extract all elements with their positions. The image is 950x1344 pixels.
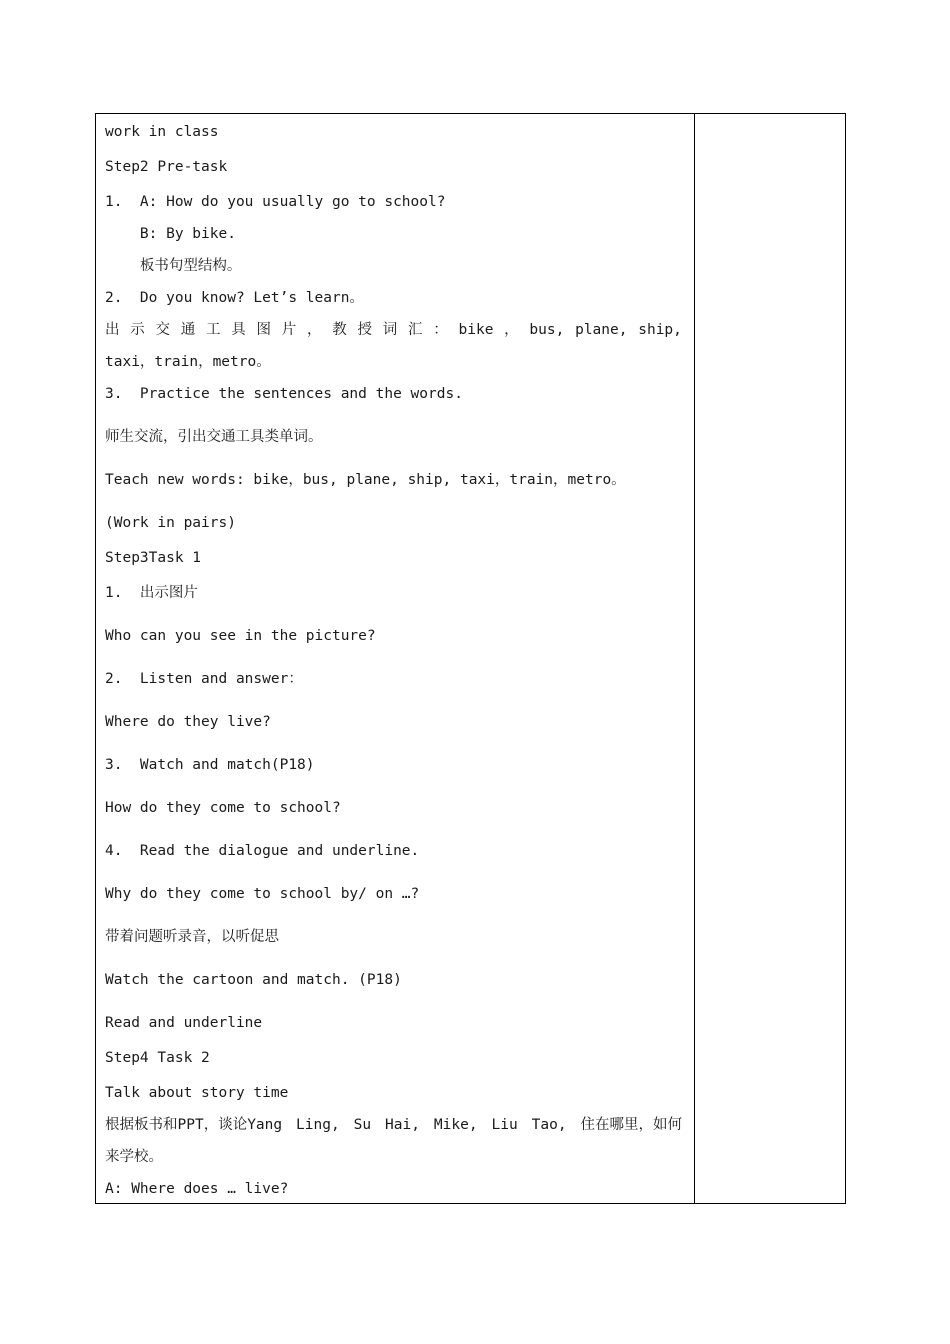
text-token: Liu xyxy=(491,1117,518,1133)
text-token: 工 xyxy=(206,322,221,338)
text-line-11: Teach new words: bike，bus, plane, ship, taxi，train，metro。 xyxy=(105,472,626,488)
text-line-28: 来学校。 xyxy=(105,1149,163,1165)
text-line-4: B: By bike. xyxy=(105,226,236,242)
text-line-23: Watch the cartoon and match. (P18) xyxy=(105,972,402,988)
text-line-29: A: Where does … live? xyxy=(105,1181,289,1197)
text-line-1: work in class xyxy=(105,124,219,140)
text-line-26: Talk about story time xyxy=(105,1085,289,1101)
text-token: Mike, xyxy=(433,1117,478,1133)
text-line-15: Who can you see in the picture? xyxy=(105,628,376,644)
text-token: ， xyxy=(307,322,322,338)
text-line-8: taxi，train，metro。 xyxy=(105,354,271,370)
text-line-5: 板书句型结构。 xyxy=(105,258,242,274)
text-line-12: (Work in pairs) xyxy=(105,515,236,531)
text-token: 通 xyxy=(180,322,196,338)
text-line-6: 2. Do you know? Let’s learn。 xyxy=(105,290,364,306)
text-token: 教 xyxy=(332,322,347,338)
text-line-13: Step3Task 1 xyxy=(105,550,202,566)
text-token: bus, xyxy=(529,322,565,338)
text-line-19: How do they come to school? xyxy=(105,800,341,816)
lesson-plan-table xyxy=(95,113,846,1204)
text-line-10: 师生交流，引出交通工具类单词。 xyxy=(105,429,323,445)
text-token: bike xyxy=(458,322,494,338)
text-token: 汇 xyxy=(408,322,423,338)
text-line-20: 4. Read the dialogue and underline. xyxy=(105,843,420,859)
text-line-22: 带着问题听录音，以听促思 xyxy=(105,929,279,945)
text-line-18: 3. Watch and match(P18) xyxy=(105,757,315,773)
text-token: 片 xyxy=(281,322,297,338)
text-line-3: 1. A: How do you usually go to school? xyxy=(105,194,446,210)
text-token: 住在哪里，如何 xyxy=(580,1117,682,1133)
text-line-21: Why do they come to school by/ on …? xyxy=(105,886,420,902)
text-token: Ling, xyxy=(296,1117,340,1133)
column-divider xyxy=(694,114,695,1203)
text-token: ship, xyxy=(638,322,682,338)
text-line-25: Step4 Task 2 xyxy=(105,1050,210,1066)
text-line-24: Read and underline xyxy=(105,1015,263,1031)
text-line-27 xyxy=(105,1115,682,1135)
text-line-7 xyxy=(105,320,682,340)
text-line-17: Where do they live? xyxy=(105,714,271,730)
text-token: 出 xyxy=(105,322,120,338)
text-line-2: Step2 Pre-task xyxy=(105,159,228,175)
text-line-16: 2. Listen and answer： xyxy=(105,671,303,687)
text-token: 授 xyxy=(357,322,372,338)
text-token: Hai, xyxy=(385,1117,420,1133)
text-line-9: 3. Practice the sentences and the words. xyxy=(105,386,463,402)
text-token: plane, xyxy=(575,322,628,338)
text-token: Su xyxy=(353,1117,372,1133)
text-token: 根据板书和PPT，谈论Yang xyxy=(105,1117,283,1133)
text-token: Tao, xyxy=(531,1117,567,1133)
text-token: 具 xyxy=(231,322,246,338)
text-line-14: 1. 出示图片 xyxy=(105,585,198,601)
text-token: ， xyxy=(504,322,519,338)
text-token: 示 xyxy=(130,322,145,338)
text-token: 交 xyxy=(155,322,170,338)
text-token: ： xyxy=(433,322,448,338)
text-token: 图 xyxy=(256,322,271,338)
text-token: 词 xyxy=(382,322,398,338)
